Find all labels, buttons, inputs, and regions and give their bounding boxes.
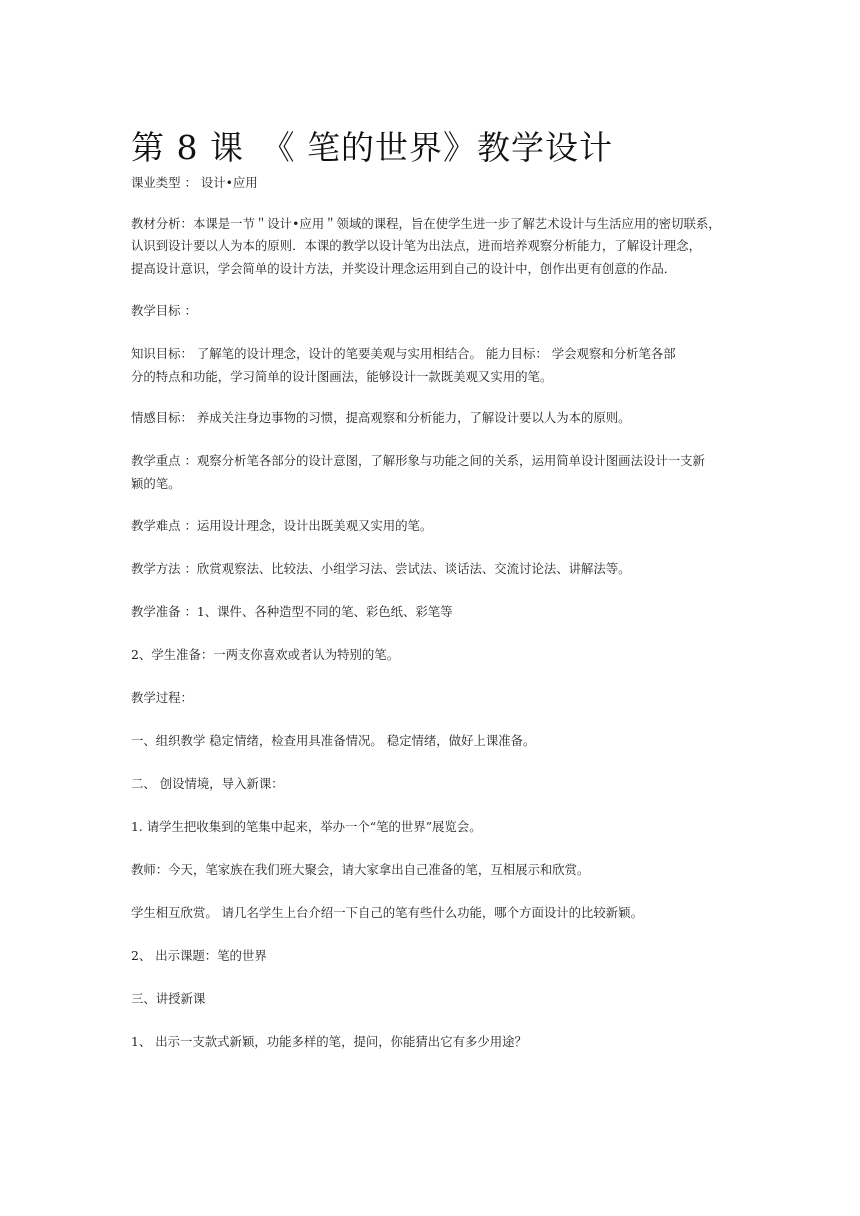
teaching-process-heading: 教学过程： (131, 690, 193, 705)
show-new-pen: 1、 出示一支款式新颖，功能多样的笔，提问，你能猜出它有多少用途？ (131, 1034, 527, 1049)
material-analysis-line-2: 认识到设计要以人为本的原则．本课的教学以设计笔为出法点，进而培养观察分析能力，了解设计理念， (131, 238, 701, 253)
student-preparation: 2、学生准备：一两支你喜欢或者认为特别的笔。 (131, 647, 400, 662)
teaching-preparation: 教学准备 ：1、课件、各种造型不同的笔、彩色纸、彩笔等 (131, 604, 453, 619)
course-type: 课业类型 ： 设计•应用 (131, 175, 258, 190)
teaching-focus-line-2: 颖的笔。 (131, 476, 181, 491)
teaching-goals-heading: 教学目标 ： (131, 303, 197, 318)
step-organize-teaching: 一、组织教学 稳定情绪，检查用具准备情况。 稳定情绪，做好上课准备。 (131, 733, 536, 748)
knowledge-goal-line-2: 分的特点和功能，学习简单的设计图画法，能够设计一款既美观又实用的笔。 (131, 369, 553, 384)
step-create-situation: 二、 创设情境，导入新课： (131, 776, 284, 791)
material-analysis-line-1: 教材分析：本课是一节＂设计•应用＂领域的课程，旨在使学生进一步了解艺术设计与生活应用的密切联系， (131, 216, 721, 231)
show-topic: 2、 出示课题：笔的世界 (131, 948, 267, 963)
step-collect-pens: 1. 请学生把收集到的笔集中起来，举办一个“笔的世界”展览会。 (131, 819, 482, 834)
emotion-goal: 情感目标： 养成关注身边事物的习惯，提高观察和分析能力，了解设计要以人为本的原则。 (131, 410, 631, 425)
material-analysis-line-3: 提高设计意识，学会简单的设计方法，并奖设计理念运用到自己的设计中，创作出更有创意的作品． (131, 261, 677, 276)
teach-new-lesson-heading: 三、讲授新课 (131, 991, 206, 1006)
teaching-methods: 教学方法 ：欣赏观察法、比较法、小组学习法、尝试法、谈话法、交流讨论法、讲解法等。 (131, 561, 631, 576)
teacher-speech: 教师：今天，笔家族在我们班大聚会，请大家拿出自己准备的笔，互相展示和欣赏。 (131, 862, 590, 877)
knowledge-goal-line-1: 知识目标： 了解笔的设计理念，设计的笔要美观与实用相结合。 能力目标： 学会观察和分析笔各部 (131, 346, 676, 361)
document-title: 第 8 课 《 笔的世界》教学设计 (131, 128, 613, 168)
students-appreciate: 学生相互欣赏。 请几名学生上台介绍一下自己的笔有些什么功能，哪个方面设计的比较新颖。 (131, 905, 643, 920)
teaching-focus-line-1: 教学重点 ：观察分析笔各部分的设计意图，了解形象与功能之间的关系，运用简单设计图画法设计一支新 (131, 453, 705, 468)
teaching-difficulty: 教学难点 ：运用设计理念，设计出既美观又实用的笔。 (131, 518, 433, 533)
